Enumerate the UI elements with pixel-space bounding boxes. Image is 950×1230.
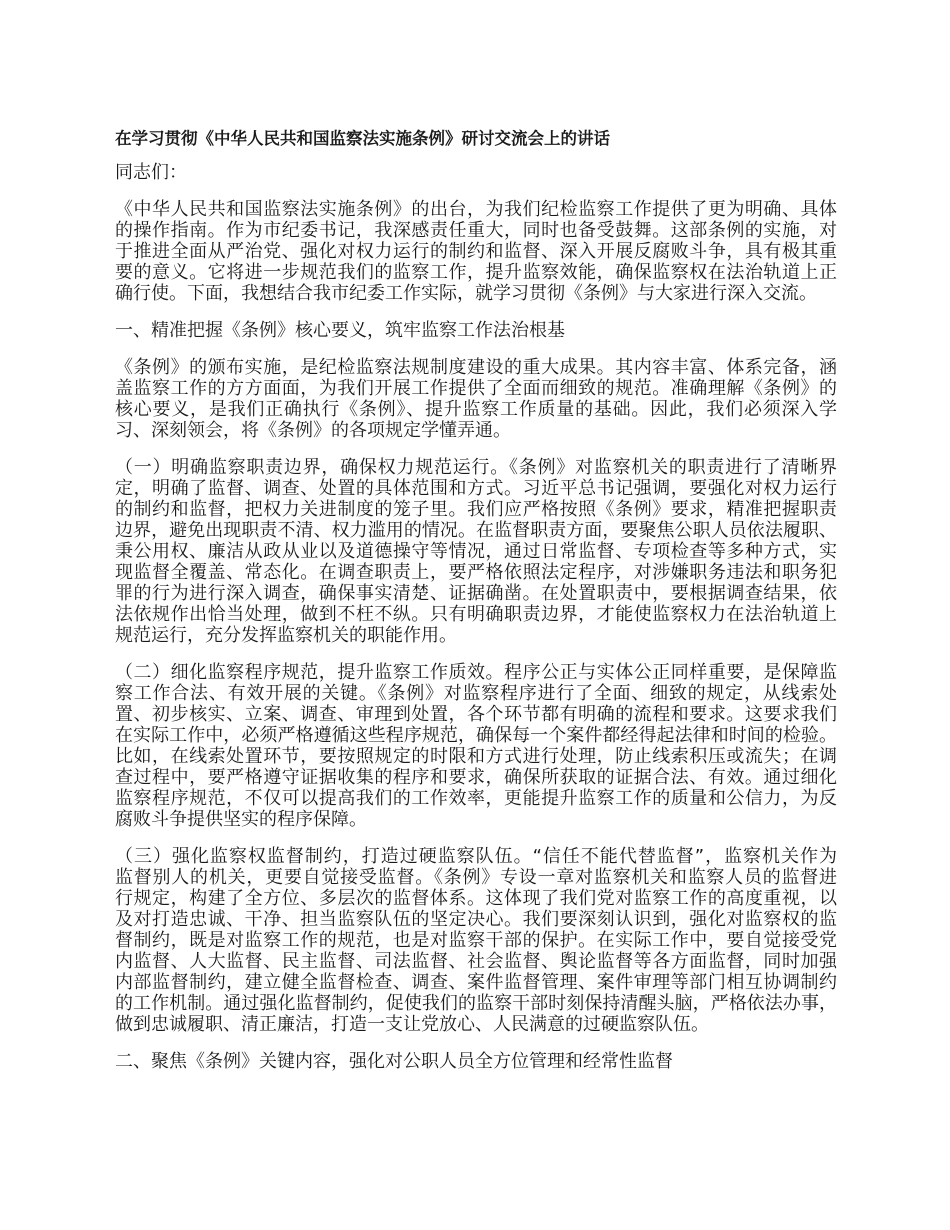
text-line: （二）细化监察程序规范，提升监察工作质效。程序公正与实体公正同样重要，是保障监 xyxy=(115,662,837,683)
text-line: 《中华人民共和国监察法实施条例》的出台，为我们纪检监察工作提供了更为明确、具体 xyxy=(115,199,837,220)
text-line: 的制约和监督，把权力关进制度的笼子里。我们应严格按照《条例》要求，精准把握职责 xyxy=(115,499,837,520)
text-line: 于推进全面从严治党、强化对权力运行的制约和监督、深入开展反腐败斗争，具有极其重 xyxy=(115,241,837,262)
paragraph-list xyxy=(115,162,837,1072)
text-line: 法依规作出恰当处理，做到不枉不纵。只有明确职责边界，才能使监察权力在法治轨道上 xyxy=(115,604,837,625)
text-line: 同志们： xyxy=(115,162,187,183)
text-line: 核心要义，是我们正确执行《条例》、提升监察工作质量的基础。因此，我们必须深入学 xyxy=(115,399,837,420)
text-line: 内监督、人大监督、民主监督、司法监督、社会监督、舆论监督等各方面监督，同时加强 xyxy=(115,951,837,972)
text-line: 腐败斗争提供坚实的程序保障。 xyxy=(115,809,367,830)
text-line: 二、聚焦《条例》关键内容，强化对公职人员全方位管理和经常性监督 xyxy=(115,1051,673,1072)
text-line: 盖监察工作的方方面面，为我们开展工作提供了全面而细致的规范。准确理解《条例》的 xyxy=(115,378,837,399)
text-line: 罪的行为进行深入调查，确保事实清楚、证据确凿。在处置职责中，要根据调查结果，依 xyxy=(115,583,837,604)
text-line: 及对打造忠诚、干净、担当监察队伍的坚定决心。我们要深刻认识到，强化对监察权的监 xyxy=(115,909,837,930)
text-line: 边界，避免出现职责不清、权力滥用的情况。在监督职责方面，要聚焦公职人员依法履职、 xyxy=(115,520,837,541)
paragraph xyxy=(115,199,837,304)
text-line: 规范运行，充分发挥监察机关的职能作用。 xyxy=(115,625,457,646)
document-body xyxy=(115,128,837,1088)
text-line: 督制约，既是对监察工作的规范，也是对监察干部的保护。在实际工作中，要自觉接受党 xyxy=(115,930,837,951)
paragraph xyxy=(115,846,837,1035)
text-line: 的工作机制。通过强化监督制约，促使我们的监察干部时刻保持清醒头脑，严格依法办事， xyxy=(115,993,837,1014)
text-line: 在实际工作中，必须严格遵循这些程序规范，确保每一个案件都经得起法律和时间的检验。 xyxy=(115,725,837,746)
text-line: 《条例》的颁布实施，是纪检监察法规制度建设的重大成果。其内容丰富、体系完备，涵 xyxy=(115,357,837,378)
text-line: 查过程中，要严格遵守证据收集的程序和要求，确保所获取的证据合法、有效。通过细化 xyxy=(115,767,837,788)
text-line: 一、精准把握《条例》核心要义，筑牢监察工作法治根基 xyxy=(115,320,565,341)
text-line: （一）明确监察职责边界，确保权力规范运行。《条例》对监察机关的职责进行了清晰界 xyxy=(115,457,837,478)
section-heading xyxy=(115,1051,837,1072)
text-line: 察工作合法、有效开展的关键。《条例》对监察程序进行了全面、细致的规定，从线索处 xyxy=(115,683,837,704)
section-heading xyxy=(115,320,837,341)
text-line: 行规定，构建了全方位、多层次的监督体系。这体现了我们党对监察工作的高度重视，以 xyxy=(115,888,837,909)
text-line: 监察程序规范，不仅可以提高我们的工作效率，更能提升监察工作的质量和公信力，为反 xyxy=(115,788,837,809)
paragraph xyxy=(115,357,837,441)
paragraph xyxy=(115,457,837,646)
text-line: 做到忠诚履职、清正廉洁，打造一支让党放心、人民满意的过硬监察队伍。 xyxy=(115,1014,709,1035)
text-line: 现监督全覆盖、常态化。在调查职责上，要严格依照法定程序，对涉嫌职务违法和职务犯 xyxy=(115,562,837,583)
text-line: （三）强化监察权监督制约，打造过硬监察队伍。“信任不能代替监督”，监察机关作为 xyxy=(115,846,837,867)
paragraph xyxy=(115,162,837,183)
text-line: 比如，在线索处置环节，要按照规定的时限和方式进行处理，防止线索积压或流失；在调 xyxy=(115,746,837,767)
text-line: 习、深刻领会，将《条例》的各项规定学懂弄通。 xyxy=(115,420,511,441)
text-line: 确行使。下面，我想结合我市纪委工作实际，就学习贯彻《条例》与大家进行深入交流。 xyxy=(115,283,817,304)
text-line: 置、初步核实、立案、调查、审理到处置，各个环节都有明确的流程和要求。这要求我们 xyxy=(115,704,837,725)
text-line: 定，明确了监督、调查、处置的具体范围和方式。习近平总书记强调，要强化对权力运行 xyxy=(115,478,837,499)
document-title: 在学习贯彻《中华人民共和国监察法实施条例》研讨交流会上的讲话 xyxy=(115,129,610,148)
text-line: 内部监督制约，建立健全监督检查、调查、案件监督管理、案件审理等部门相互协调制约 xyxy=(115,972,837,993)
paragraph xyxy=(115,662,837,830)
text-line: 秉公用权、廉洁从政从业以及道德操守等情况，通过日常监督、专项检查等多种方式，实 xyxy=(115,541,837,562)
text-line: 的操作指南。作为市纪委书记，我深感责任重大，同时也备受鼓舞。这部条例的实施，对 xyxy=(115,220,837,241)
text-line: 监督别人的机关，更要自觉接受监督。《条例》专设一章对监察机关和监察人员的监督进 xyxy=(115,867,837,888)
text-line: 要的意义。它将进一步规范我们的监察工作，提升监察效能，确保监察权在法治轨道上正 xyxy=(115,262,837,283)
